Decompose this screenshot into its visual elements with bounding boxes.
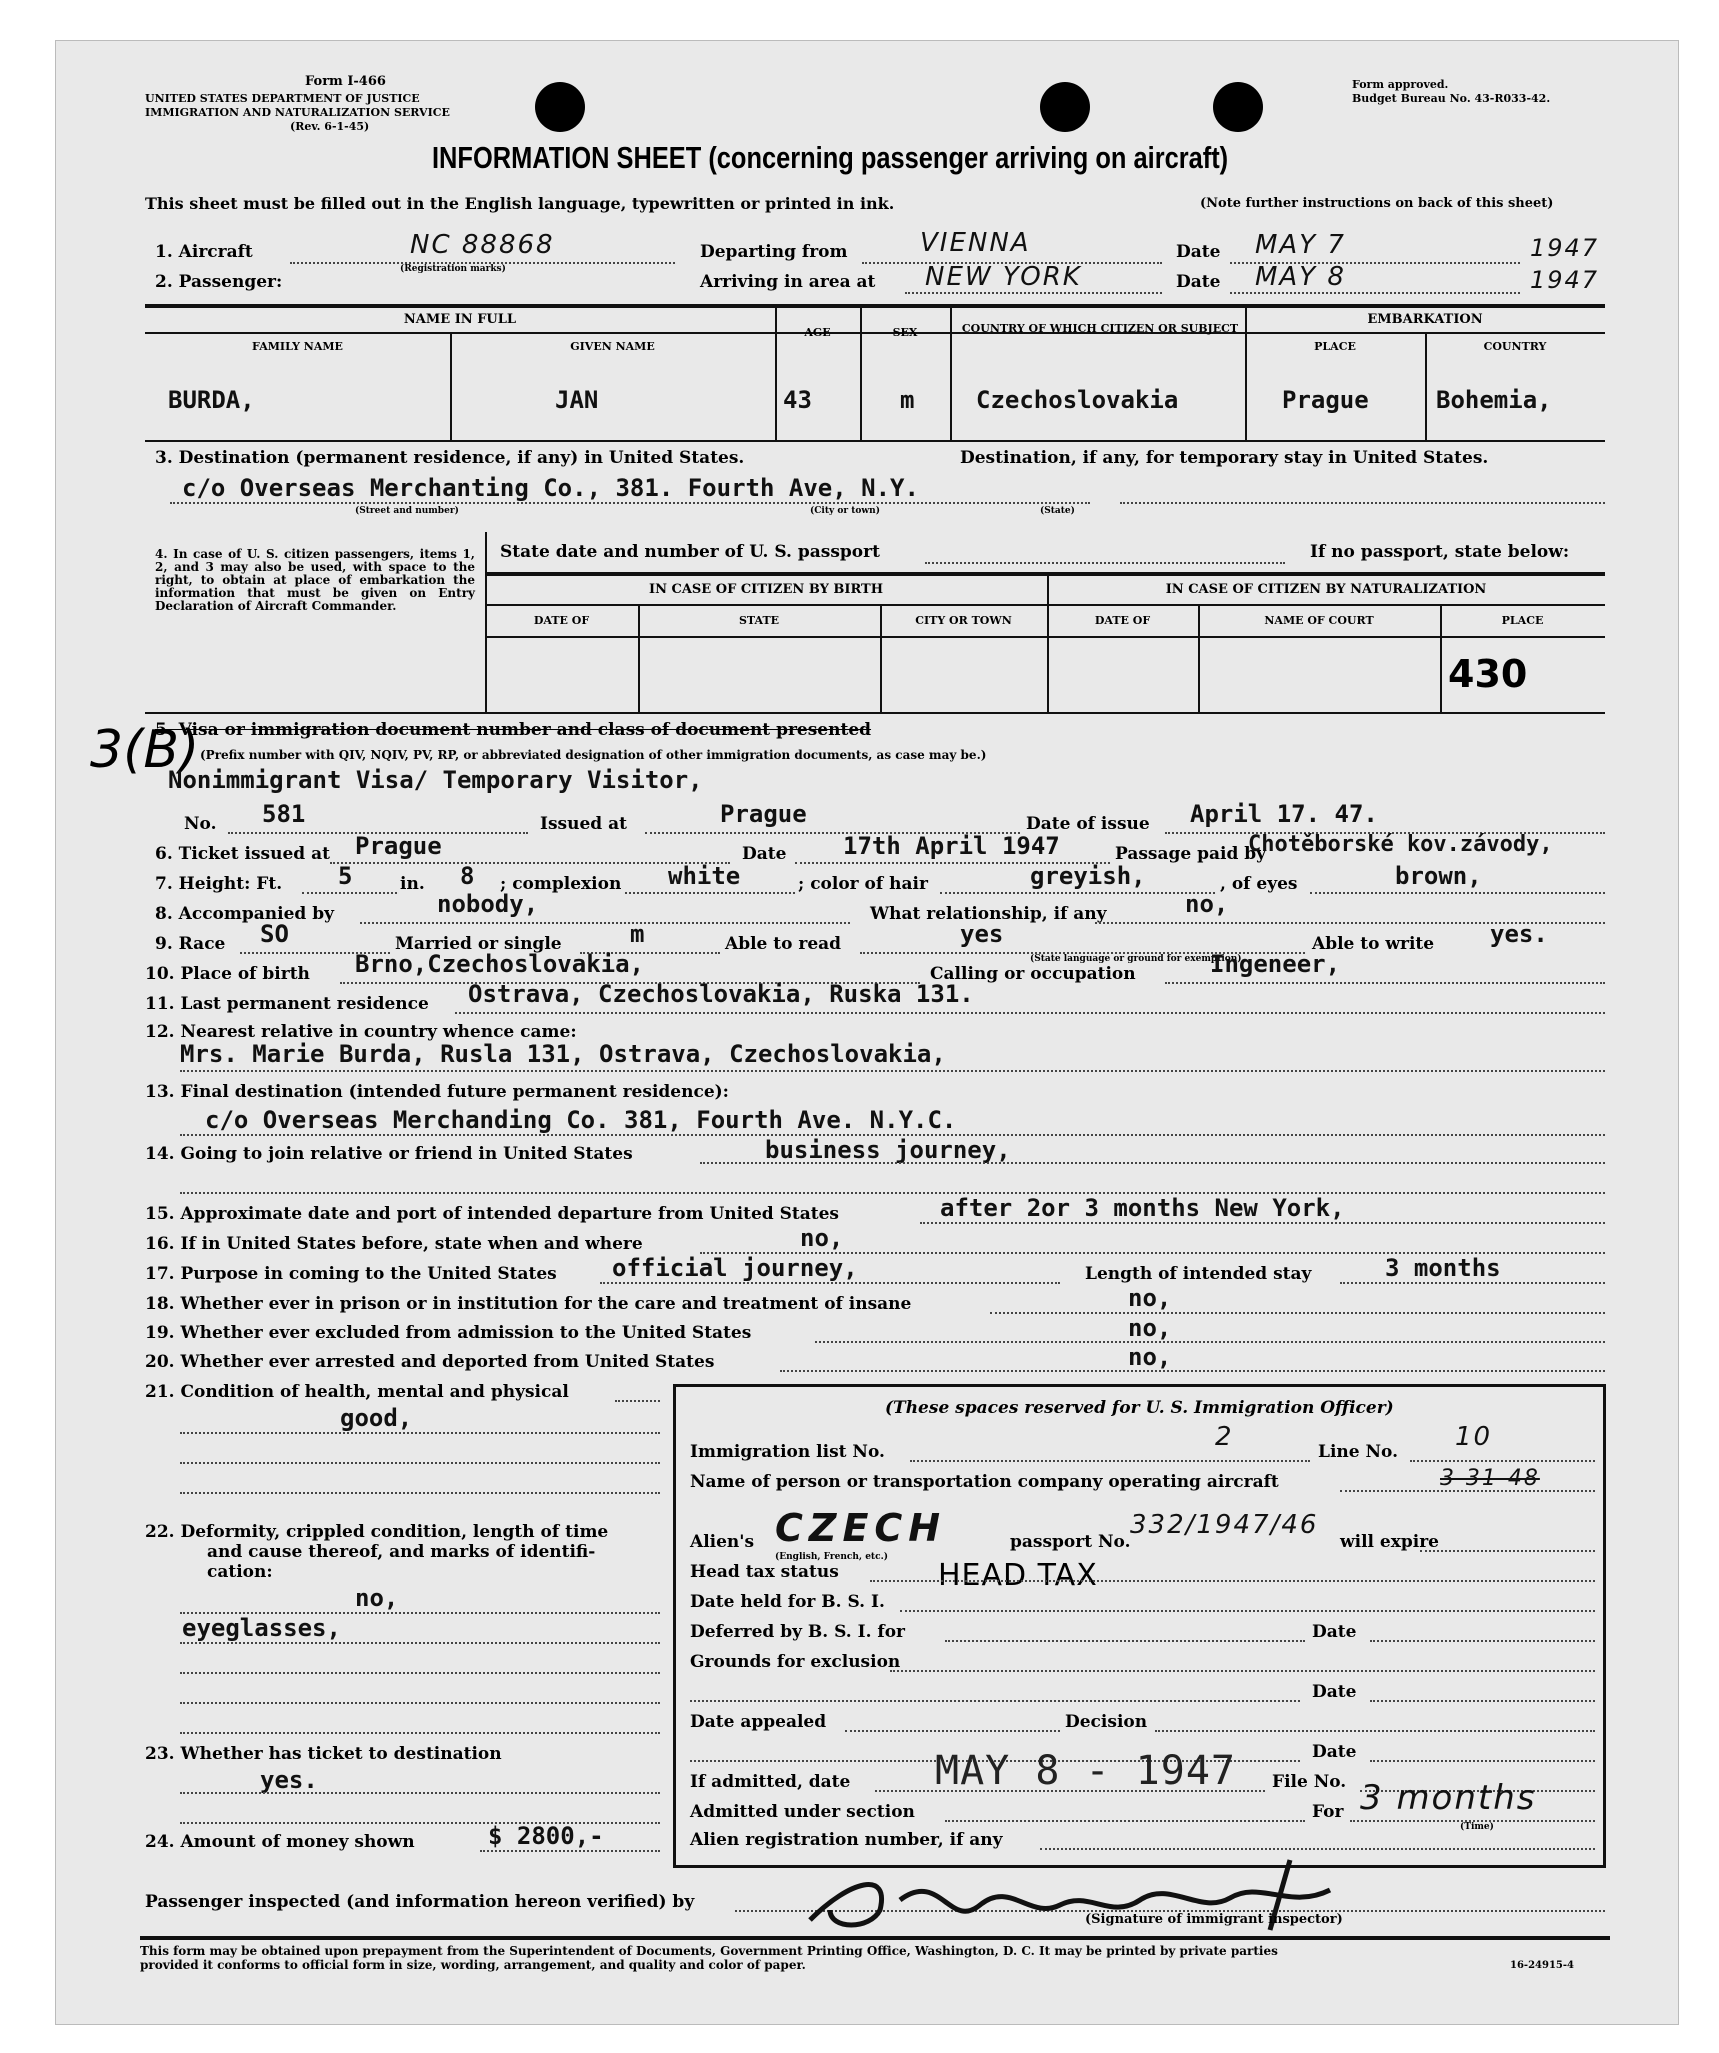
final-destination-label: 13. Final destination (intended future permanent residence): <box>145 1082 729 1102</box>
visa-no-label: No. <box>184 814 217 834</box>
birthplace-label: 10. Place of birth <box>145 964 310 984</box>
birthplace-value: Brno,Czechoslovakia, <box>355 950 644 978</box>
deformity-label-3: cation: <box>207 1562 273 1582</box>
naturalization-date-header: DATE OF <box>1094 614 1151 627</box>
passage-paid-value: Chotěborské kov.závody, <box>1248 832 1553 857</box>
alien-registration-label: Alien registration number, if any <box>690 1830 1003 1850</box>
date-label-4: Date <box>1312 1742 1357 1762</box>
city-caption: (City or town) <box>810 506 880 516</box>
birth-state-header: STATE <box>738 614 780 627</box>
aircraft-label: 1. Aircraft <box>155 242 253 262</box>
line-no-value: 10 <box>1455 1422 1493 1452</box>
for-label: For <box>1312 1802 1344 1822</box>
signature-caption: (Signature of immigrant inspector) <box>1085 1912 1343 1927</box>
instruction-right: (Note further instructions on back of this sheet) <box>1200 196 1554 211</box>
excluded-value: no, <box>1128 1314 1172 1342</box>
hair-label: ; color of hair <box>798 874 928 894</box>
place-header: PLACE <box>1314 340 1356 353</box>
height-in-label: in. <box>400 874 425 894</box>
departure-label: 15. Approximate date and port of intended departure from United States <box>145 1204 839 1224</box>
ticket-destination-value: yes. <box>260 1766 318 1794</box>
date-of-issue-value: April 17. 47. <box>1190 800 1378 828</box>
height-label: 7. Height: Ft. <box>155 874 283 894</box>
deferred-label: Deferred by B. S. I. for <box>690 1622 906 1642</box>
admitted-date-label: If admitted, date <box>690 1772 851 1792</box>
ticket-value: Prague <box>355 832 442 860</box>
join-relative-label: 14. Going to join relative or friend in United States <box>145 1144 633 1164</box>
birth-city-header: CITY OR TOWN <box>915 614 1012 627</box>
race-label: 9. Race <box>155 934 226 954</box>
passport-no-value: 332/1947/46 <box>1130 1510 1319 1540</box>
accompanied-value: nobody, <box>437 890 539 918</box>
prison-value: no, <box>1128 1284 1172 1312</box>
health-label: 21. Condition of health, mental and physical <box>145 1382 569 1402</box>
fine-print-1: This form may be obtained upon prepayment from the Superintendent of Documents, Government Printing Office, Washington, D. C. It may be printed by private parties <box>140 1944 1278 1958</box>
given-name-header: GIVEN NAME <box>570 340 655 353</box>
year-value-2: 1947 <box>1530 266 1600 294</box>
departing-label: Departing from <box>700 242 848 262</box>
approved-line-2: Budget Bureau No. 43-R033-42. <box>1352 92 1551 105</box>
country-header: COUNTRY <box>1483 340 1547 353</box>
issued-at-value: Prague <box>720 800 807 828</box>
visa-label: 5. Visa or immigration document number and class of document presented <box>155 720 872 740</box>
ticket-label: 6. Ticket issued at <box>155 844 330 864</box>
departure-value: after 2or 3 months New York, <box>940 1194 1345 1222</box>
date-label-2: Date <box>1176 272 1221 292</box>
excluded-label: 19. Whether ever excluded from admission to the United States <box>145 1323 752 1343</box>
able-read-label: Able to read <box>725 934 842 954</box>
approved-line-1: Form approved. <box>1352 78 1449 91</box>
deferred-date-label: Date <box>1312 1622 1357 1642</box>
sex-header: SEX <box>892 326 918 339</box>
date-label-3: Date <box>1312 1682 1357 1702</box>
alien-label: Alien's <box>690 1532 755 1552</box>
complexion-value: white <box>668 862 741 890</box>
registration-caption: (Registration marks) <box>400 264 506 274</box>
file-no-label: File No. <box>1272 1772 1347 1792</box>
for-value: 3 months <box>1360 1778 1537 1818</box>
occupation-label: Calling or occupation <box>930 964 1136 984</box>
eyes-label: , of eyes <box>1220 874 1298 894</box>
inspected-label: Passenger inspected (and information hereon verified) by <box>145 1892 695 1912</box>
handwritten-mark: 3(B) <box>90 720 200 780</box>
given-name-value: JAN <box>555 386 599 414</box>
deported-value: no, <box>1128 1343 1172 1371</box>
nearest-relative-value: Mrs. Marie Burda, Rusla 131, Ostrava, Czechoslovakia, <box>180 1040 946 1068</box>
embarkation-header: EMBARKATION <box>1367 312 1483 327</box>
embark-country-value: Bohemia, <box>1436 386 1552 414</box>
destination-label: 3. Destination (permanent residence, if any) in United States. <box>155 448 745 468</box>
date-of-issue-label: Date of issue <box>1026 814 1150 834</box>
departing-value: VIENNA <box>920 228 1031 258</box>
issued-at-label: Issued at <box>540 814 627 834</box>
fine-print-2: provided it conforms to official form in size, wording, arrangement, and quality and color of paper. <box>140 1958 806 1972</box>
deformity-label-2: and cause thereof, and marks of identifi- <box>207 1542 596 1562</box>
bsi-label: Date held for B. S. I. <box>690 1592 885 1612</box>
family-name-header: FAMILY NAME <box>252 340 343 353</box>
head-tax-stamp: HEAD TAX <box>938 1558 1098 1593</box>
money-value: $ 2800,- <box>488 1822 604 1850</box>
complexion-label: ; complexion <box>500 874 622 894</box>
no-passport-label: If no passport, state below: <box>1310 542 1570 562</box>
arriving-label: Arriving in area at <box>700 272 876 292</box>
officer-box-title: (These spaces reserved for U. S. Immigration Officer) <box>885 1398 1394 1418</box>
name-in-full-header: NAME IN FULL <box>403 312 517 327</box>
accompanied-label: 8. Accompanied by <box>155 904 334 924</box>
time-caption: (Time) <box>1460 1822 1494 1832</box>
passport-no-label: passport No. <box>1010 1532 1131 1552</box>
court-header: NAME OF COURT <box>1264 614 1374 627</box>
sex-value: m <box>900 386 915 414</box>
citizen-header: COUNTRY OF WHICH CITIZEN OR SUBJECT <box>961 322 1239 335</box>
passenger-label: 2. Passenger: <box>155 272 283 292</box>
deported-label: 20. Whether ever arrested and deported from United States <box>145 1352 715 1372</box>
race-value: SO <box>260 920 289 948</box>
line-no-label: Line No. <box>1318 1442 1399 1462</box>
embark-place-value: Prague <box>1282 386 1369 414</box>
date-value-1: MAY 7 <box>1255 230 1346 260</box>
form-number: Form I-466 <box>305 74 386 89</box>
nearest-relative-label: 12. Nearest relative in country whence came: <box>145 1022 577 1042</box>
naturalization-place-header: PLACE <box>1501 614 1544 627</box>
married-label: Married or single <box>395 934 562 954</box>
deformity-value-1: no, <box>355 1584 399 1612</box>
punch-hole <box>1040 82 1090 132</box>
aircraft-value: NC 88868 <box>410 230 555 260</box>
occupation-value: Ingeneer, <box>1210 950 1341 978</box>
language-caption: (State language or ground for exemption) <box>1030 954 1242 964</box>
temp-destination-label: Destination, if any, for temporary stay in United States. <box>960 448 1489 468</box>
place-value-430: 430 <box>1448 652 1528 696</box>
family-name-value: BURDA, <box>168 386 255 414</box>
purpose-label: 17. Purpose in coming to the United States <box>145 1264 557 1284</box>
grounds-label: Grounds for exclusion <box>690 1652 901 1672</box>
deformity-value-2: eyeglasses, <box>182 1614 341 1642</box>
form-code: 16-24915-4 <box>1510 1960 1574 1971</box>
hair-value: greyish, <box>1030 862 1146 890</box>
relationship-value: no, <box>1185 890 1229 918</box>
date-label-1: Date <box>1176 242 1221 262</box>
ticket-destination-label: 23. Whether has ticket to destination <box>145 1744 502 1764</box>
will-expire-label: will expire <box>1340 1532 1439 1552</box>
alien-caption: (English, French, etc.) <box>775 1552 888 1562</box>
arriving-value: NEW YORK <box>925 262 1082 292</box>
punch-hole <box>1213 82 1263 132</box>
birth-date-header: DATE OF <box>533 614 590 627</box>
citizen-by-naturalization-header: IN CASE OF CITIZEN BY NATURALIZATION <box>1165 582 1487 597</box>
date-value-2: MAY 8 <box>1255 262 1346 292</box>
able-write-label: Able to write <box>1312 934 1435 954</box>
citizen-by-birth-header: IN CASE OF CITIZEN BY BIRTH <box>649 582 883 597</box>
us-passport-label: State date and number of U. S. passport <box>500 542 880 562</box>
able-write-value: yes. <box>1490 920 1548 948</box>
citizen-value: Czechoslovakia <box>976 386 1179 414</box>
height-ft-value: 5 <box>338 862 353 890</box>
punch-hole <box>535 82 585 132</box>
stay-label: Length of intended stay <box>1085 1264 1312 1284</box>
join-relative-value: business journey, <box>765 1136 1011 1164</box>
state-caption: (State) <box>1040 506 1075 516</box>
age-value: 43 <box>783 386 812 414</box>
passage-paid-label: Passage paid by <box>1115 844 1267 864</box>
agency-line-2: IMMIGRATION AND NATURALIZATION SERVICE <box>145 106 450 119</box>
immigration-list-label: Immigration list No. <box>690 1442 885 1462</box>
health-value: good, <box>340 1404 413 1432</box>
immigration-list-value: 2 <box>1215 1422 1234 1452</box>
purpose-value: official journey, <box>612 1254 858 1282</box>
head-tax-label: Head tax status <box>690 1562 839 1582</box>
form-title: INFORMATION SHEET (concerning passenger arriving on aircraft) <box>432 140 1229 175</box>
married-value: m <box>630 920 645 948</box>
previous-us-value: no, <box>800 1224 844 1252</box>
visa-sub: (Prefix number with QIV, NQIV, PV, RP, or abbreviated designation of other immigration documents, as case may be.) <box>200 748 987 762</box>
age-header: AGE <box>804 326 831 339</box>
expire-value: 3-31-48 <box>1440 1466 1540 1491</box>
relationship-label: What relationship, if any <box>870 904 1107 924</box>
able-read-value: yes <box>960 920 1004 948</box>
date-appealed-label: Date appealed <box>690 1712 827 1732</box>
alien-value: CZECH <box>775 1506 947 1550</box>
last-residence-value: Ostrava, Czechoslovakia, Ruska 131. <box>468 980 974 1008</box>
final-destination-value: c/o Overseas Merchanding Co. 381, Fourth Ave. N.Y.C. <box>205 1106 957 1134</box>
instruction-left: This sheet must be filled out in the English language, typewritten or printed in ink. <box>145 194 895 213</box>
agency-line-1: UNITED STATES DEPARTMENT OF JUSTICE <box>145 92 420 105</box>
visa-no-value: 581 <box>262 800 306 828</box>
ticket-date-value: 17th April 1947 <box>843 832 1060 860</box>
street-caption: (Street and number) <box>355 506 459 516</box>
height-in-value: 8 <box>460 862 475 890</box>
ticket-date-label: Date <box>742 844 787 864</box>
stay-value: 3 months <box>1385 1254 1501 1282</box>
prison-label: 18. Whether ever in prison or in institution for the care and treatment of insane <box>145 1294 912 1314</box>
eyes-value: brown, <box>1395 862 1482 890</box>
admitted-date-stamp: MAY 8 - 1947 <box>935 1748 1236 1794</box>
last-residence-label: 11. Last permanent residence <box>145 994 429 1014</box>
revision: (Rev. 6-1-45) <box>290 120 370 133</box>
company-label: Name of person or transportation company operating aircraft <box>690 1472 1279 1492</box>
previous-us-label: 16. If in United States before, state when and where <box>145 1234 643 1254</box>
decision-label: Decision <box>1065 1712 1148 1732</box>
deformity-label-1: 22. Deformity, crippled condition, length of time <box>145 1522 609 1542</box>
item4-note: 4. In case of U. S. citizen passengers, items 1, 2, and 3 may also be used, with space to the right, to obtain at place of embarkation the information that must be given on Entry Declaration of Aircraft Commander. <box>155 547 475 613</box>
destination-value: c/o Overseas Merchanting Co., 381. Fourth Ave, N.Y. <box>182 474 919 502</box>
money-label: 24. Amount of money shown <box>145 1832 415 1852</box>
year-value-1: 1947 <box>1530 234 1600 262</box>
admitted-section-label: Admitted under section <box>690 1802 915 1822</box>
visa-value: Nonimmigrant Visa/ Temporary Visitor, <box>168 766 703 794</box>
